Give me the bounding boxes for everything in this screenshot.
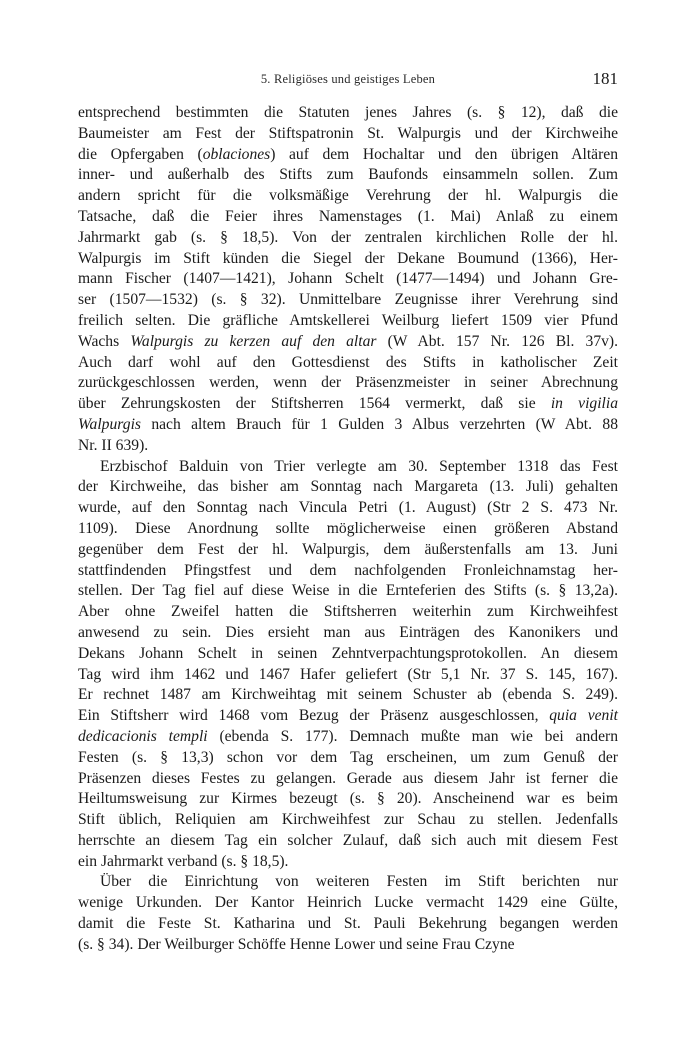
text-line (78, 415, 618, 436)
text-segment: Baumeister am Fest der Stiftspatronin St. Walpurgis und der Kirchweihe (78, 124, 618, 142)
text-line (78, 373, 618, 394)
text-segment: Nr. II 639). (78, 436, 149, 454)
text-segment: (ebenda S. 177). Demnach mußte man wie bei andern (207, 727, 618, 745)
italic-text: in vigilia (550, 395, 619, 413)
text-segment: Aber ohne Zweifel hatten die Stiftsherren weiterhin zum Kirchweihfest (78, 603, 618, 621)
text-segment: herrschte an diesem Tag ein solcher Zulauf, daß sich auch mit diesem Fest (78, 831, 618, 849)
text-line (78, 457, 618, 478)
text-segment: Stift üblich, Reliquien am Kirchweihfest zur Schau zu stellen. Jedenfalls (78, 811, 618, 829)
italic-text: Walpurgis zu kerzen auf den altar (130, 332, 377, 350)
italic-text: Walpurgis (78, 415, 141, 433)
text-segment: Erzbischof Balduin von Trier verlegte am 30. September 1318 das Fest (100, 457, 618, 475)
text-segment: Präsenzen dieses Festes zu gelangen. Gerade aus diesem Jahr ist ferner die (78, 769, 618, 787)
text-line (78, 332, 618, 353)
text-line (78, 685, 618, 706)
text-segment: die Opfergaben ( (78, 145, 203, 163)
paragraph (78, 103, 618, 457)
text-line (78, 124, 618, 145)
text-line (78, 436, 618, 457)
text-line (78, 353, 618, 374)
text-line (78, 727, 618, 748)
text-line (78, 789, 618, 810)
text-line (78, 186, 618, 207)
text-line (78, 623, 618, 644)
running-head (78, 69, 618, 94)
text-line (78, 748, 618, 769)
text-segment: ) auf dem Hochaltar und den übrigen Altären (270, 145, 619, 163)
text-line (78, 852, 618, 873)
text-segment: mann Fischer (1407—1421), Johann Schelt (1477—1494) und Johann Gre- (78, 270, 618, 288)
text-segment: gegenüber dem Fest der hl. Walpurgis, dem äußerstenfalls am 13. Juni (78, 540, 618, 558)
paragraph (78, 457, 618, 873)
text-line (78, 207, 618, 228)
text-segment: (W Abt. 157 Nr. 126 Bl. 37v). (376, 332, 619, 350)
text-segment: stattfindenden Pfingstfest und dem nachfolgenden Fronleichnamstag her- (78, 561, 618, 579)
italic-text: quia venit (549, 707, 618, 725)
paragraph (78, 872, 618, 955)
text-segment: wenige Urkunden. Der Kantor Heinrich Lucke vermacht 1429 eine Gülte, (78, 894, 618, 912)
text-segment: Jahrmarkt gab (s. § 18,5). Von der zentralen kirchlichen Rolle der hl. (78, 228, 618, 246)
text-line (78, 540, 618, 561)
text-segment: der Kirchweihe, das bisher am Sonntag nach Margareta (13. Juli) gehalten (78, 478, 618, 496)
text-segment: 1109). Diese Anordnung sollte möglicherweise einen größeren Abstand (78, 519, 618, 537)
text-line (78, 269, 618, 290)
text-segment: Dekans Johann Schelt in seinen Zehntverpachtungsprotokollen. An diesem (78, 644, 618, 662)
text-segment: Er rechnet 1487 am Kirchweihtag mit seinem Schuster ab (ebenda S. 249). (78, 686, 618, 704)
text-segment: über Zehrungskosten der Stiftsherren 1564 vermerkt, daß sie (78, 395, 551, 413)
text-segment: nach altem Brauch für 1 Gulden 3 Albus verzehrten (W Abt. 88 (140, 415, 618, 433)
body-text (78, 103, 618, 956)
text-line (78, 706, 618, 727)
text-segment: Tag wird ihm 1462 und 1467 Hafer geliefert (Str 5,1 Nr. 37 S. 145, 167). (78, 665, 618, 683)
text-segment: stellen. Der Tag fiel auf diese Weise in die Ernteferien des Stifts (s. § 13,2a). (78, 582, 618, 600)
text-segment: Auch darf wohl auf den Gottesdienst des Stifts in katholischer Zeit (78, 353, 618, 371)
text-line (78, 581, 618, 602)
running-title: 5. Religiöses und geistiges Leben (260, 72, 436, 86)
text-segment: Heiltumsweisung zur Kirmes bezeugt (s. § 20). Anscheinend war es beim (78, 790, 618, 808)
text-line (78, 311, 618, 332)
text-segment: Tatsache, daß die Feier ihres Namenstages (1. Mai) Anlaß zu einem (78, 207, 618, 225)
text-line (78, 644, 618, 665)
text-segment: ein Jahrmarkt verband (s. § 18,5). (78, 852, 289, 870)
text-segment: Über die Einrichtung von weiteren Festen im Stift berichten nur (100, 873, 618, 891)
text-line (78, 165, 618, 186)
text-line (78, 810, 618, 831)
text-line (78, 893, 618, 914)
text-segment: Walpurgis im Stift künden die Siegel der Dekane Boumund (1366), Her- (78, 249, 618, 267)
text-line (78, 935, 618, 956)
text-segment: anwesend zu sein. Dies ersieht man aus Einträgen des Kanonikers und (78, 623, 618, 641)
text-line (78, 290, 618, 311)
text-segment: entsprechend bestimmten die Statuten jenes Jahres (s. § 12), daß die (78, 104, 618, 121)
text-line (78, 498, 618, 519)
text-line (78, 145, 618, 166)
text-segment: andern spricht für die volksmäßige Verehrung der hl. Walpurgis die (78, 187, 618, 205)
text-segment: inner- und außerhalb des Stifts zum Baufonds einsammeln sollen. Zum (78, 166, 618, 184)
text-line (78, 914, 618, 935)
text-segment: Wachs (78, 332, 131, 350)
text-segment: Festen (s. § 13,3) schon vor dem Tag erscheinen, um zum Genuß der (78, 748, 618, 766)
text-segment: wurde, auf den Sonntag nach Vincula Petri (1. August) (Str 2 S. 473 Nr. (78, 499, 618, 517)
text-line (78, 394, 618, 415)
text-line (78, 872, 618, 893)
text-line (78, 602, 618, 623)
italic-text: dedicacionis templi (78, 727, 208, 745)
text-line (78, 665, 618, 686)
text-line (78, 831, 618, 852)
text-segment: zurückgeschlossen werden, wenn der Präsenzmeister in seiner Abrechnung (78, 374, 618, 392)
italic-text: oblaciones (202, 145, 271, 163)
text-line (78, 769, 618, 790)
text-segment: freilich selten. Die gräfliche Amtskellerei Weilburg liefert 1509 vier Pfund (78, 311, 618, 329)
text-line (78, 228, 618, 249)
text-line (78, 103, 618, 124)
text-line (78, 249, 618, 270)
text-line (78, 519, 618, 540)
text-line (78, 561, 618, 582)
text-segment: damit die Feste St. Katharina und St. Pauli Bekehrung begangen werden (78, 915, 618, 933)
text-segment: Ein Stiftsherr wird 1468 vom Bezug der Präsenz ausgeschlossen, (78, 707, 550, 725)
text-segment: ser (1507—1532) (s. § 32). Unmittelbare Zeugnisse ihrer Verehrung sind (78, 291, 618, 309)
page-number: 181 (592, 69, 618, 88)
text-segment: (s. § 34). Der Weilburger Schöffe Henne Lower und seine Frau Czyne (78, 935, 515, 953)
text-line (78, 477, 618, 498)
